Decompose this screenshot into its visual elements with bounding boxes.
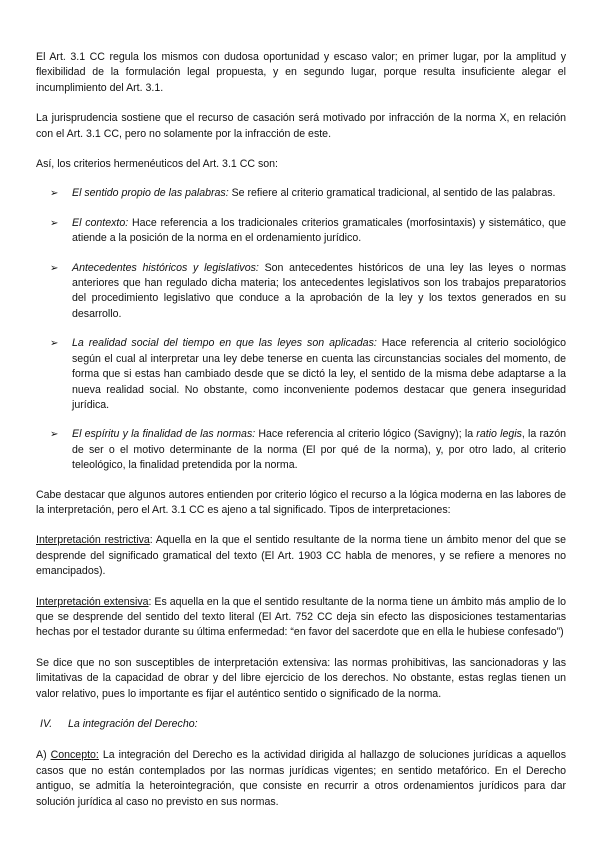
paragraph-criterio-logico: Cabe destacar que algunos autores entienden por criterio lógico el recurso a la lógica moderna en las labores de la interpretación, pero el Art. 3.1 CC es ajeno a tal significado. Tipos de interpretaciones: [36, 488, 566, 516]
criterion-text: Hace referencia al criterio lógico (Savigny); la [255, 428, 477, 441]
criterion-text: , la razón de ser o el motivo determinante de la norma (El por qué de la norma), y, por otro lado, al criterio teleológico, la finalidad pretendida por la norma. [72, 428, 567, 472]
ratio-legis-term: ratio legis [476, 428, 522, 441]
arrow-bullet-icon: ➢ [50, 429, 59, 441]
arrow-bullet-icon: ➢ [50, 338, 59, 350]
list-item [36, 427, 566, 473]
criterion-text: Hace referencia al criterio sociológico según el cual al interpretar una ley debe tenerse en cuenta las circunstancias sociales del momento, de forma que si estas han cambiado desde que se dictó la ley, el sentido de la misma debe adaptarse a la nueva realidad social. No obstante, como inconveniente podemos destacar que genera inseguridad jurídica. [72, 337, 566, 411]
restrictiva-label: Interpretación restrictiva [36, 534, 150, 547]
criterion-term: Antecedentes históricos y legislativos: [72, 261, 259, 274]
paragraph-jurisprudencia: La jurisprudencia sostiene que el recurso de casación será motivado por infracción de la norma X, en relación con el Art. 3.1 CC, pero no solamente por la infracción de este. [36, 112, 566, 140]
paragraph-interpretacion-extensiva [36, 595, 566, 641]
paragraph-interpretacion-restrictiva [36, 533, 566, 579]
criterion-text: Hace referencia a los tradicionales criterios gramaticales (morfosintaxis) y sistemático, que atiende a la posición de la norma en el ordenamiento jurídico. [72, 216, 567, 245]
list-item [36, 261, 566, 323]
criterion-term: La realidad social del tiempo en que las leyes son aplicadas: [72, 337, 377, 350]
extensiva-label: Interpretación extensiva [36, 595, 149, 608]
paragraph-art31-intro: El Art. 3.1 CC regula los mismos con dudosa oportunidad y escaso valor; en primer lugar, por la amplitud y flexibilidad de la formulación legal propuesta, y en segundo lugar, porque resulta insuficiente alegar el incumplimiento del Art. 3.1. [36, 51, 566, 94]
restrictiva-text: : Aquella en la que el sentido resultante de la norma tiene un ámbito menor del que se desprende del significado gramatical del texto (El Art. 1903 CC habla de menores, y se refiere a menores no emancipados). [36, 534, 566, 578]
concepto-text: La integración del Derecho es la actividad dirigida al hallazgo de soluciones jurídicas a aquellos casos que no están contemplados por las normas jurídicas vigentes; en sentido metafórico. En el Derecho antiguo, se admitía la heterointegración, que consiste en recurrir a otros ordenamientos jurídicos para dar solución jurídica al caso no previsto en sus normas. [36, 749, 566, 808]
section-heading [36, 717, 566, 732]
criteria-list [36, 186, 566, 473]
criterion-text: Se refiere al criterio gramatical tradicional, al sentido de las palabras. [228, 187, 556, 200]
paragraph-criterios-intro: Así, los criterios hermenéuticos del Art. 3.1 CC son: [36, 158, 278, 171]
paragraph-concepto [36, 748, 566, 810]
arrow-bullet-icon: ➢ [50, 188, 59, 200]
list-item [36, 186, 566, 201]
criterion-term: El sentido propio de las palabras: [72, 187, 229, 200]
extensiva-text: : Es aquella en la que el sentido resultante de la norma tiene un ámbito más amplio de lo que se desprende del sentido del texto literal (El Art. 752 CC deja sin efecto las disposiciones testamentarias hechas por el testador durante su última enfermedad: “en favor del sacerdote que en ella le hubiese confesado”) [36, 595, 566, 639]
concepto-label: Concepto: [50, 749, 99, 762]
list-item [36, 336, 566, 413]
section-title: La integración del Derecho: [68, 718, 198, 730]
criterion-term: El espíritu y la finalidad de las normas: [72, 428, 256, 441]
criterion-term: El contexto: [72, 216, 129, 229]
criterion-text: Son antecedentes históricos de una ley las leyes o normas anteriores que han regulado dicha materia; los antecedentes legislativos son los trabajos preparatorios del procedimiento legislativo que conduce a la aprobación de la ley y los textos generados en su desarrollo. [72, 261, 566, 320]
section-number: IV. [40, 718, 53, 730]
concepto-prefix: A) [36, 749, 51, 762]
list-item [36, 216, 566, 247]
arrow-bullet-icon: ➢ [50, 262, 59, 274]
arrow-bullet-icon: ➢ [50, 217, 59, 229]
paragraph-no-susceptibles: Se dice que no son susceptibles de interpretación extensiva: las normas prohibitivas, las sancionadoras y las limitativas de la capacidad de obrar y del libre ejercicio de los derechos. No obstante, estas reglas tienen un valor relativo, pues lo importante es fijar el auténtico sentido o significado de la norma. [36, 656, 566, 700]
